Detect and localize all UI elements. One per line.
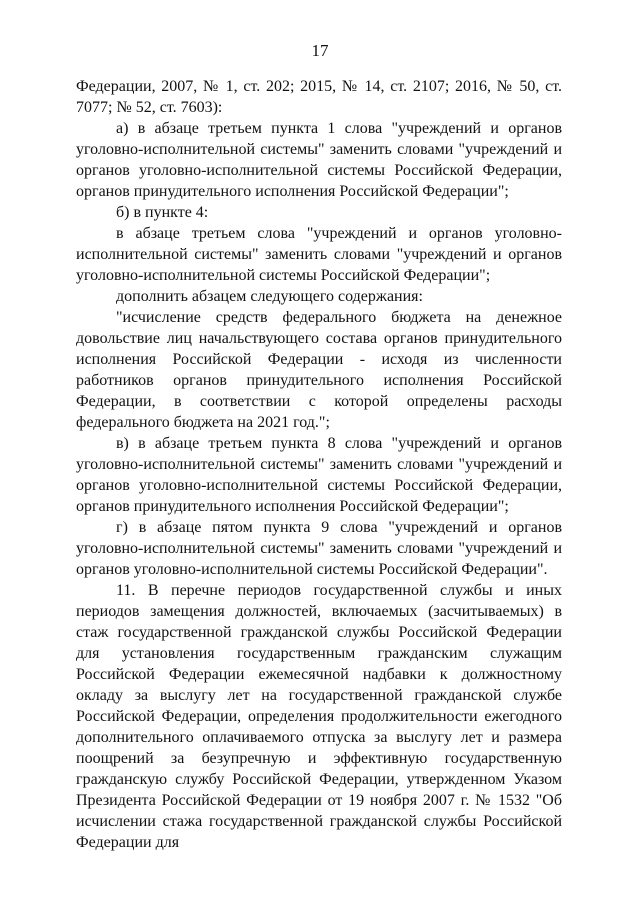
paragraph-quote: "исчисление средств федерального бюджета на денежное довольствие лиц начальствующего состава органов принудительного исполнения Российской Федерации - исходя из численности работников органов принудительного исполнения Российской Федерации, в соответствии с которой определены расходы федерального бюджета на 2021 год."; bbox=[76, 309, 562, 431]
paragraph-item-b-sub1: в абзаце третьем слова "учреждений и органов уголовно-исполнительной системы" заменить словами "учреждений и органов уголовно-исполнительной системы Российской Федерации"; bbox=[76, 225, 562, 284]
paragraph-item-v: в) в абзаце третьем пункта 8 слова "учреждений и органов уголовно-исполнительной системы" заменить словами "учреждений и органов уголовно-исполнительной системы Российской Федерации, органов принудительного исполнения Российской Федерации"; bbox=[76, 435, 562, 515]
paragraph-continuation: Федерации, 2007, № 1, ст. 202; 2015, № 14, ст. 2107; 2016, № 50, ст. 7077; № 52, ст. 7603): bbox=[76, 78, 562, 116]
paragraph-item-b-sub2: дополнить абзацем следующего содержания: bbox=[116, 288, 423, 305]
paragraph-item-g: г) в абзаце пятом пункта 9 слова "учреждений и органов уголовно-исполнительной системы" заменить словами "учреждений и органов уголовно-исполнительной системы Российской Федерации". bbox=[76, 519, 562, 578]
paragraph-section-11: 11. В перечне периодов государственной службы и иных периодов замещения должностей, включаемых (засчитываемых) в стаж государственной гражданской службы Российской Федерации для установления государственным гражданским служащим Российской Федерации ежемесячной надбавки к должностному окладу за выслугу лет на государственной гражданской службе Российской Федерации, определения продолжительности ежегодного дополнительного оплачиваемого отпуска за выслугу лет и размера поощрений за безупречную и эффективную государственную гражданскую службу Российской Федерации, утвержденном Указом Президента Российской Федерации от 19 ноября 2007 г. № 1532 "Об исчислении стажа государственной гражданской службы Российской Федерации для bbox=[76, 582, 562, 851]
paragraph-item-b: б) в пункте 4: bbox=[116, 204, 209, 221]
paragraph-item-a: а) в абзаце третьем пункта 1 слова "учреждений и органов уголовно-исполнительной системы" заменить словами "учреждений и органов уголовно-исполнительной системы Российской Федерации, органов принудительного исполнения Российской Федерации"; bbox=[76, 120, 562, 200]
page-number: 17 bbox=[311, 41, 329, 60]
document-body bbox=[76, 76, 562, 853]
